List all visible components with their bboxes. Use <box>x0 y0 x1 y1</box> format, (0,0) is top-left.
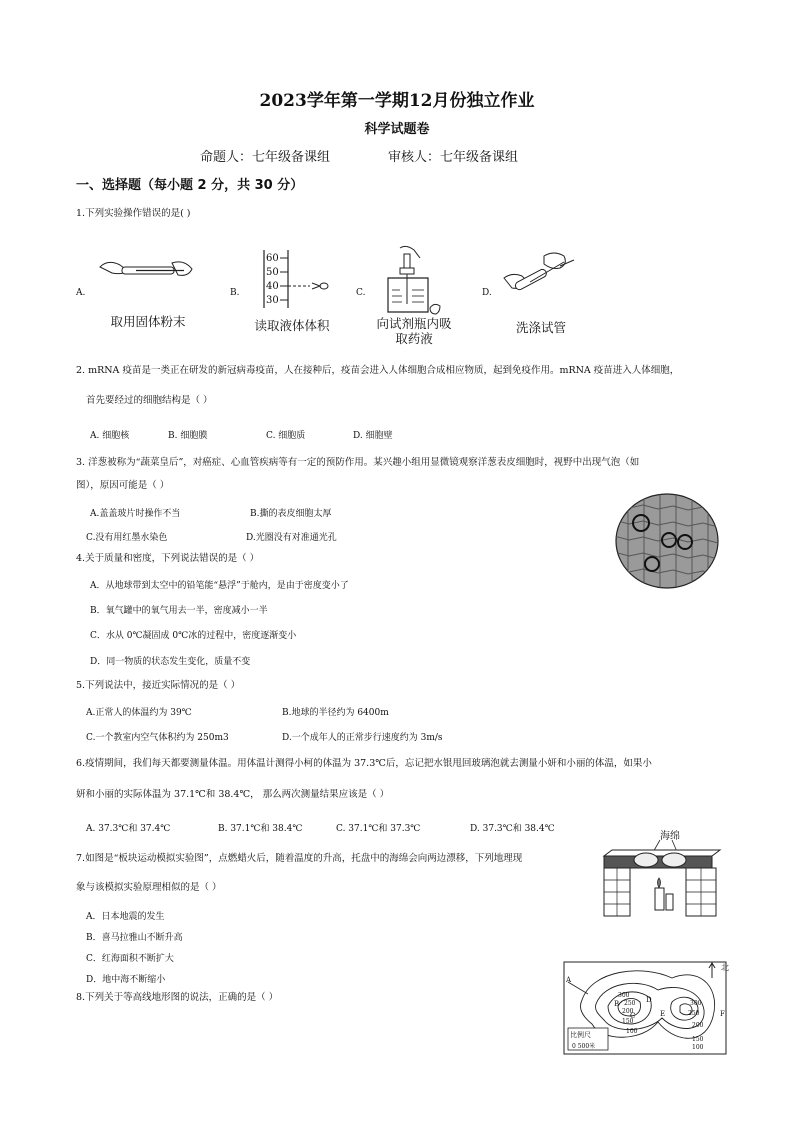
page-title: 2023学年第一学期12月份独立作业 <box>259 91 535 111</box>
q5-option-b: B.地球的半径约为 6400m <box>282 708 389 718</box>
q6-option-b: B. 37.1℃和 38.4℃ <box>218 824 303 834</box>
reviewer-text: 审核人：七年级备课组 <box>388 150 519 165</box>
scale-label: 50 <box>266 267 279 278</box>
north-label: 北 <box>721 963 729 972</box>
q3-stem-line2: 图），原因可能是（ ） <box>76 480 170 491</box>
q4-stem: 4.关于质量和密度，下列说法错误的是（ ） <box>76 553 260 564</box>
q4-option-d: D．同一物质的状态发生变化，质量不变 <box>90 657 251 667</box>
q4-option-a: A．从地球带到太空中的铅笔能“悬浮”于舱内，是由于密度变小了 <box>90 581 349 591</box>
q7-option-c: C．红海面积不断扩大 <box>86 954 174 964</box>
q2-stem-line1: 2. mRNA 疫苗是一类正在研发的新冠病毒疫苗，人在接种后，疫苗会进入人体细胞合成相应物质，起到免疫作用。mRNA 疫苗进入人体细胞， <box>76 365 680 376</box>
contour-value: 250 <box>688 1010 700 1017</box>
q2-option-c: C. 细胞质 <box>266 431 306 441</box>
test-tube-brush-icon <box>500 252 580 302</box>
scale-label: 30 <box>266 295 279 306</box>
q3-option-b: B.撕的表皮细胞太厚 <box>250 509 332 519</box>
contour-value: 150 <box>692 1036 704 1043</box>
q1-option-d-caption: 洗涤试管 <box>515 320 566 335</box>
map-label-d: D <box>646 996 652 1004</box>
contour-value: 250 <box>624 1000 636 1007</box>
q2-option-a: A. 细胞核 <box>90 431 130 441</box>
q1-option-a-caption: 取用固体粉末 <box>110 314 186 329</box>
scale-label: 60 <box>266 253 279 264</box>
spatula-powder-icon <box>92 255 202 285</box>
map-label-e: E <box>660 1010 666 1018</box>
q1-option-d-letter: D. <box>482 288 492 298</box>
map-label-a: A <box>566 976 572 984</box>
q6-stem-line2: 妍和小丽的实际体温为 37.1℃和 38.4℃， 那么两次测量结果应该是（ ） <box>76 789 390 800</box>
map-scale-label: 比例尺 <box>570 1031 591 1039</box>
q6-option-d: D. 37.3℃和 38.4℃ <box>470 824 555 834</box>
section-heading: 一、选择题（每小题 2 分，共 30 分） <box>76 178 304 193</box>
q5-stem: 5.下列说法中，接近实际情况的是（ ） <box>76 680 241 691</box>
q1-option-b-caption: 读取液体体积 <box>254 318 330 333</box>
contour-value: 100 <box>692 1044 704 1051</box>
setter-text: 命题人：七年级备课组 <box>200 150 331 165</box>
q3-option-c: C.没有用红墨水染色 <box>86 533 168 543</box>
q1-option-c-letter: C. <box>356 288 366 298</box>
q5-option-d: D.一个成年人的正常步行速度约为 3m/s <box>282 733 443 743</box>
q2-option-d: D. 细胞壁 <box>353 431 393 441</box>
q5-option-a: A.正常人的体温约为 39℃ <box>86 708 192 718</box>
q6-option-a: A. 37.3℃和 37.4℃ <box>86 824 171 834</box>
authors-line <box>200 146 576 165</box>
contour-value: 150 <box>622 1018 634 1025</box>
q3-option-d: D.光圈没有对准通光孔 <box>246 533 337 543</box>
q8-stem: 8.下列关于等高线地形图的说法，正确的是（ ） <box>76 992 279 1003</box>
q3-option-a: A.盖盖玻片时操作不当 <box>90 509 181 519</box>
map-scale-value: 0 500米 <box>572 1043 596 1050</box>
scale-label: 40 <box>266 281 279 292</box>
q1-option-a-letter: A. <box>76 288 86 298</box>
map-label-c: C <box>630 1012 636 1020</box>
microscope-view-figure <box>614 492 720 590</box>
q7-option-d: D．地中海不断缩小 <box>86 975 166 985</box>
contour-value: 200 <box>622 1008 634 1015</box>
q2-stem-line2: 首先要经过的细胞结构是（ ） <box>86 395 213 406</box>
page-subtitle: 科学试题卷 <box>364 122 430 137</box>
q4-option-b: B．氧气罐中的氧气用去一半，密度减小一半 <box>90 606 268 616</box>
plate-tectonics-experiment-figure <box>600 838 724 918</box>
cylinder-scale <box>266 252 279 308</box>
contour-value: 200 <box>692 1022 704 1029</box>
q7-option-a: A．日本地震的发生 <box>86 912 165 922</box>
q7-option-b: B．喜马拉雅山不断升高 <box>86 933 183 943</box>
map-label-f: F <box>720 1010 725 1018</box>
q3-stem-line1: 3. 洋葱被称为“蔬菜皇后”，对癌症、心血管疾病等有一定的预防作用。某兴趣小组用显微镜观察洋葱表皮细胞时，视野中出现气泡（如 <box>76 457 640 468</box>
q1-option-b-letter: B. <box>230 288 240 298</box>
q1-stem: 1.下列实验操作错误的是( ) <box>76 208 191 219</box>
q7-stem-line1: 7.如图是“板块运动模拟实验图”，点燃蜡火后，随着温度的升高，托盘中的海绵会向两边漂移，下列地理现 <box>76 853 523 864</box>
dropper-bottle-icon <box>384 246 444 316</box>
contour-value: 100 <box>626 1028 638 1035</box>
q4-option-c: C．水从 0℃凝固成 0℃冰的过程中，密度逐渐变小 <box>90 631 297 641</box>
contour-value: 300 <box>618 992 630 999</box>
q5-option-c: C.一个教室内空气体积约为 250m3 <box>86 733 229 743</box>
q7-stem-line2: 象与该模拟实验原理相似的是（ ） <box>76 882 222 893</box>
map-label-b: B <box>614 1000 620 1008</box>
q6-option-c: C. 37.1℃和 37.3℃ <box>336 824 421 834</box>
q1-option-c-caption: 向试剂瓶内吸取药液 <box>376 316 452 346</box>
contour-value: 300 <box>690 1000 702 1007</box>
sponge-label: 海绵 <box>660 831 680 842</box>
q2-option-b: B. 细胞膜 <box>168 431 208 441</box>
q6-stem-line1: 6.疫情期间，我们每天都要测量体温。用体温计测得小柯的体温为 37.3℃后，忘记把水银甩回玻璃泡就去测量小妍和小丽的体温，如果小 <box>76 758 652 769</box>
